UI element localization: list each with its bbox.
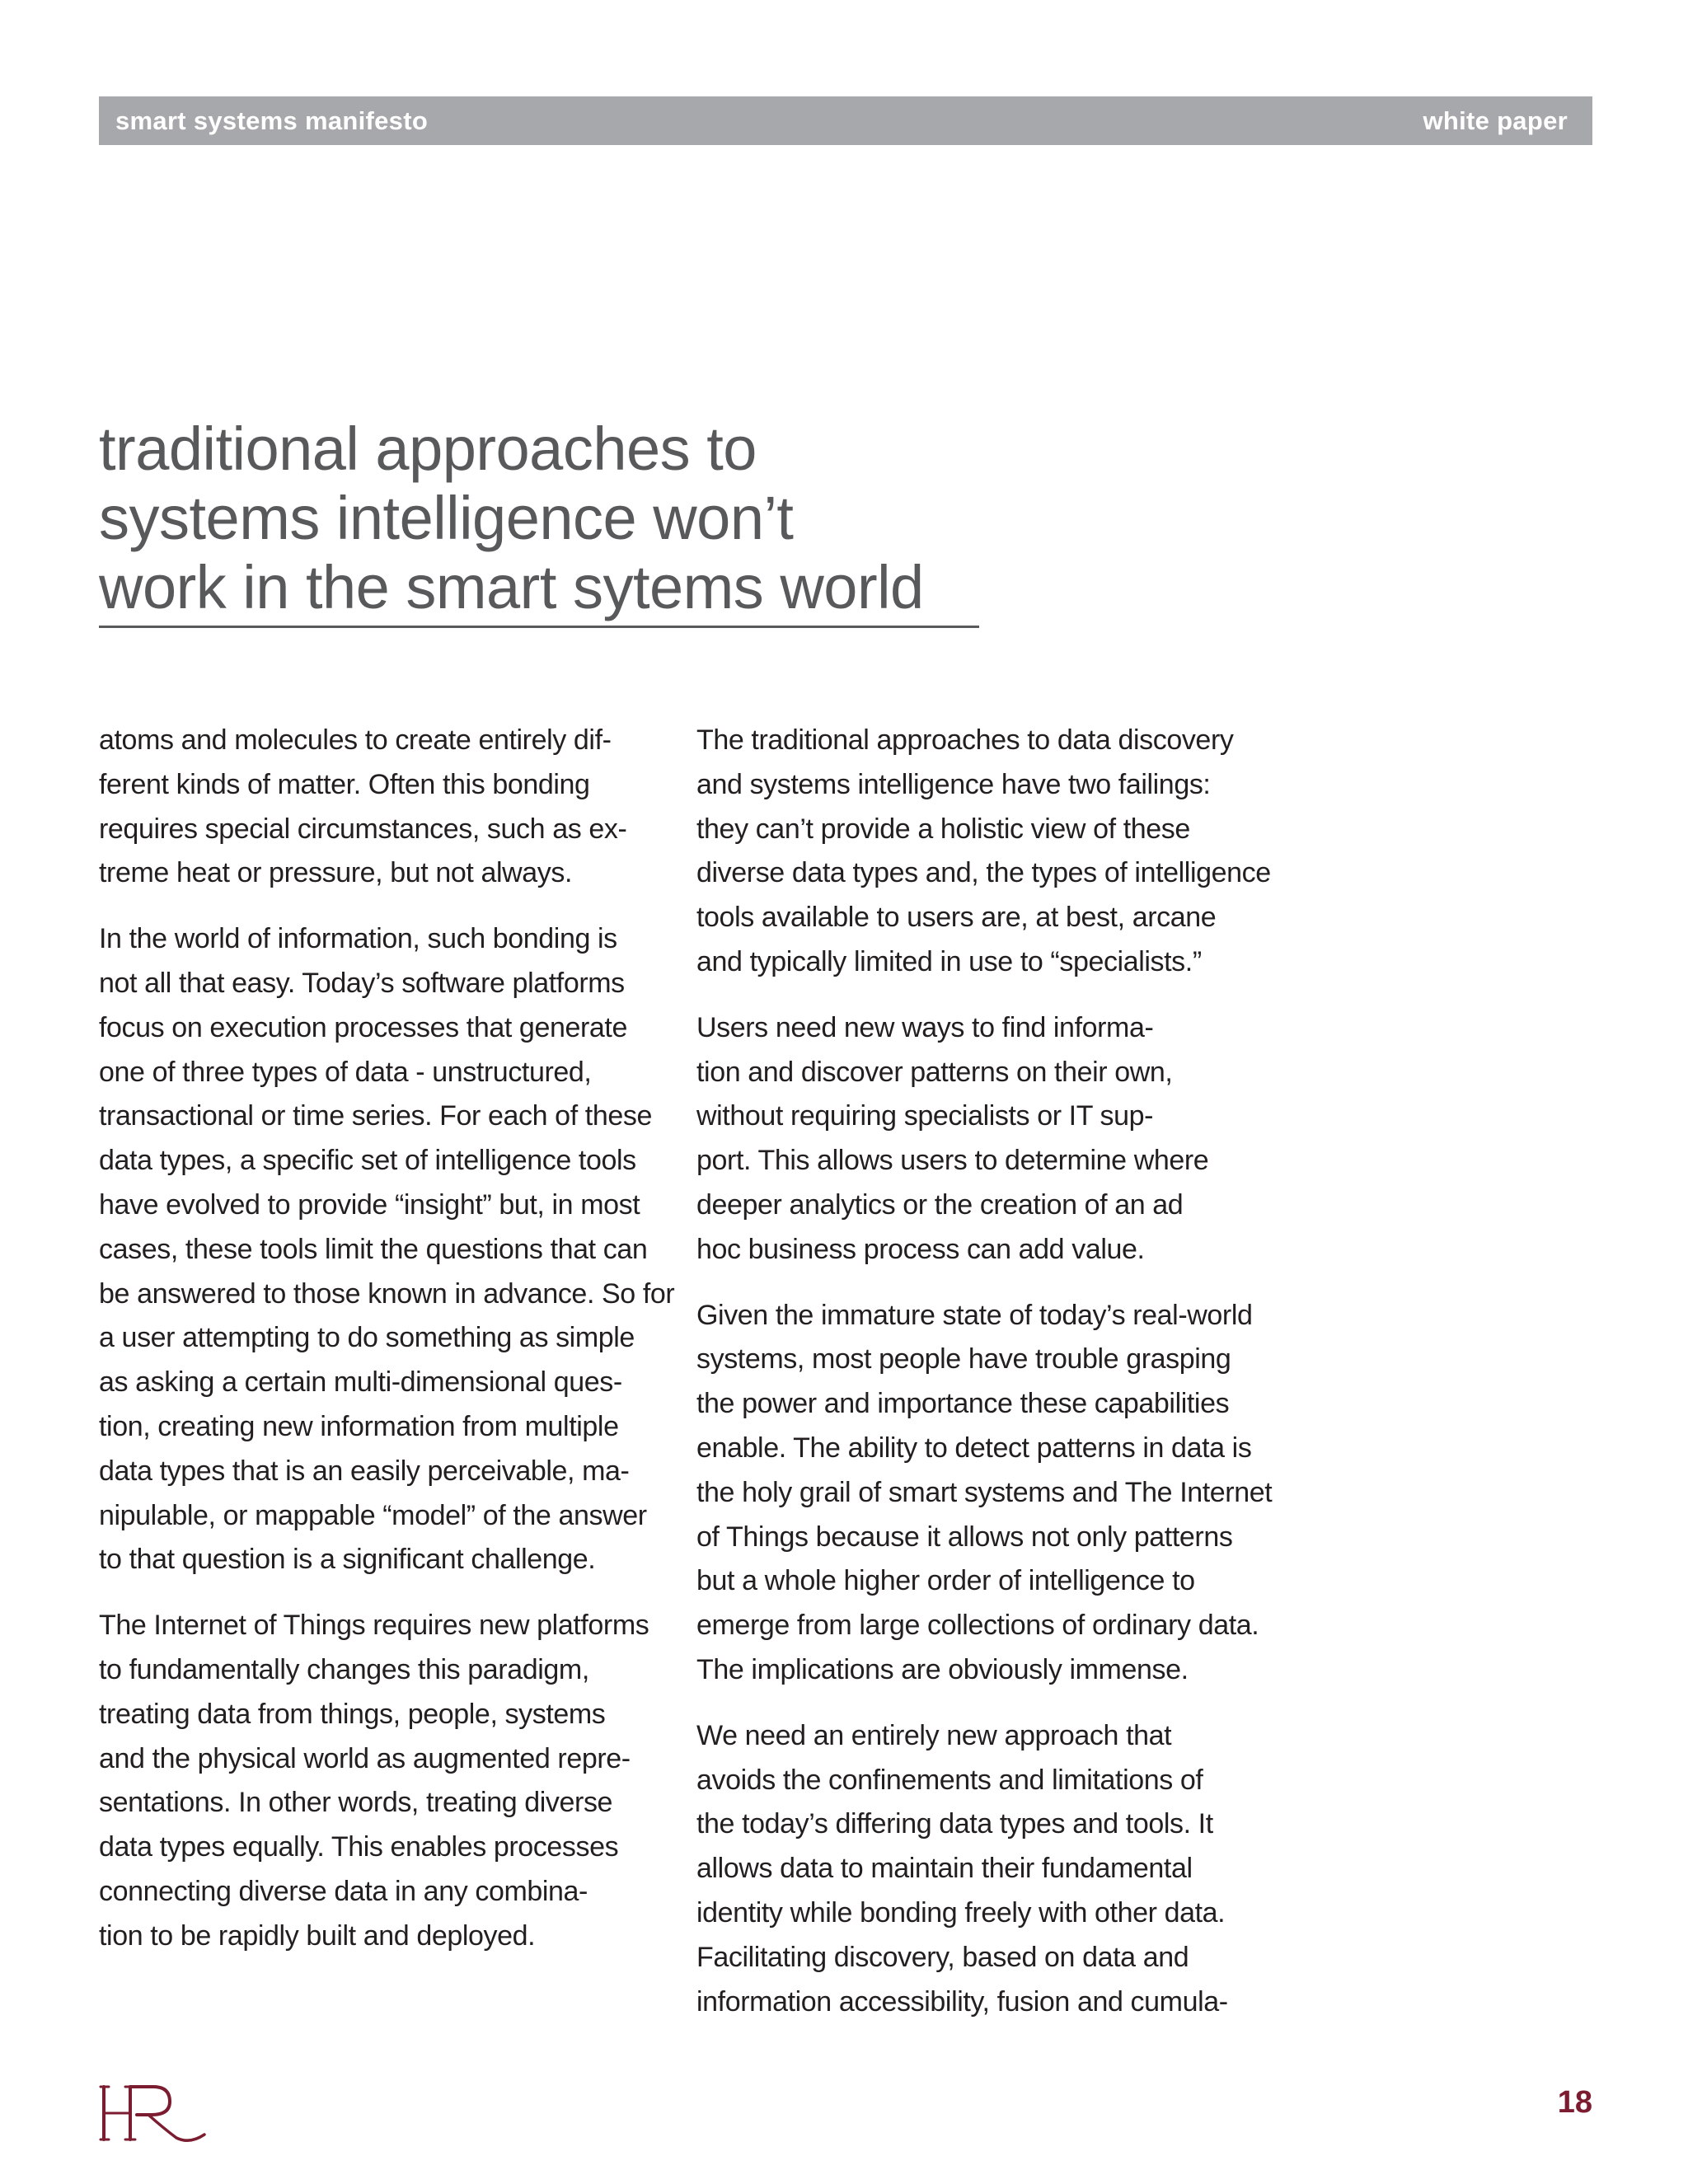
text-line: data types equally. This enables processes [99,1831,619,1863]
text-line: the holy grail of smart systems and The Internet [696,1476,1273,1508]
text-line: information accessibility, fusion and cumula- [696,1985,1228,2018]
text-line: requires special circumstances, such as ex- [99,813,627,845]
paragraph [99,917,676,1582]
text-line: tion and discover patterns on their own, [696,1056,1173,1088]
text-line: treme heat or pressure, but not always. [99,857,573,889]
header-right-label: white paper [1423,105,1568,135]
text-line: have evolved to provide “insight” but, in most [99,1188,640,1221]
paragraph [696,1294,1273,1693]
text-line: enable. The ability to detect patterns in data is [696,1432,1252,1464]
text-line: of Things because it allows not only patterns [696,1521,1233,1553]
text-line: tion, creating new information from multiple [99,1410,619,1442]
text-line: Users need new ways to find informa- [696,1011,1154,1043]
title-line: systems intelligence won’t [99,484,794,552]
section-heading [99,415,979,628]
paragraph [99,719,676,896]
left-column [99,719,676,1980]
text-line: data types that is an easily perceivable, ma- [99,1455,630,1487]
text-line: and the physical world as augmented repre- [99,1742,631,1774]
text-line: tion to be rapidly built and deployed. [99,1919,536,1952]
text-line: sentations. In other words, treating diverse [99,1787,613,1819]
text-line: The traditional approaches to data discovery [696,724,1234,756]
hr-logo [97,2080,213,2146]
text-line: as asking a certain multi-dimensional ques- [99,1366,622,1399]
text-line: to fundamentally changes this paradigm, [99,1653,589,1685]
text-line: a user attempting to do something as simple [99,1322,635,1354]
text-line: We need an entirely new approach that [696,1719,1172,1751]
text-line: atoms and molecules to create entirely dif- [99,724,612,756]
text-line: identity while bonding freely with other data. [696,1896,1226,1929]
text-line: allows data to maintain their fundamental [696,1853,1193,1885]
page-number: 18 [1557,2085,1592,2120]
title-line: work in the smart sytems world [99,553,924,621]
text-line: tools available to users are, at best, arcane [696,902,1217,934]
text-line: the power and importance these capabilities [696,1388,1230,1420]
text-line: one of three types of data - unstructured, [99,1056,592,1088]
text-line: not all that easy. Today’s software platforms [99,967,625,999]
paragraph [696,1006,1273,1272]
text-line: hoc business process can add value. [696,1233,1145,1265]
header-left-label: smart systems manifesto [115,105,429,135]
text-line: treating data from things, people, systems [99,1698,606,1730]
running-header [99,96,1592,145]
text-line: port. This allows users to determine where [696,1145,1209,1177]
text-line: without requiring specialists or IT sup- [696,1100,1154,1132]
paragraph [99,1604,676,1958]
text-line: be answered to those known in advance. So for [99,1277,675,1310]
text-line: systems, most people have trouble grasping [696,1343,1231,1376]
text-line: nipulable, or mappable “model” of the answer [99,1499,647,1531]
paragraph [696,1714,1273,2025]
text-line: diverse data types and, the types of intelligence [696,857,1271,889]
text-line: and systems intelligence have two failings: [696,768,1211,800]
text-line: cases, these tools limit the questions that can [99,1233,648,1265]
right-column [696,719,1273,2046]
text-line: the today’s differing data types and tools. It [696,1808,1213,1840]
text-line: Facilitating discovery, based on data and [696,1941,1189,1973]
text-line: and typically limited in use to “specialists.” [696,945,1202,977]
text-line: The implications are obviously immense. [696,1653,1189,1685]
text-line: deeper analytics or the creation of an ad [696,1188,1184,1221]
text-line: but a whole higher order of intelligence to [696,1565,1195,1597]
text-line: ferent kinds of matter. Often this bonding [99,768,590,800]
text-line: connecting diverse data in any combina- [99,1875,588,1907]
text-line: Given the immature state of today’s real-world [696,1299,1253,1331]
title-line: traditional approaches to [99,415,757,483]
text-line: In the world of information, such bonding is [99,923,617,955]
text-line: The Internet of Things requires new platforms [99,1610,649,1642]
text-line: transactional or time series. For each of these [99,1100,652,1132]
text-line: data types, a specific set of intelligence tools [99,1145,636,1177]
text-line: to that question is a significant challenge. [99,1544,596,1576]
text-line: they can’t provide a holistic view of these [696,813,1190,845]
paragraph [696,719,1273,985]
text-line: emerge from large collections of ordinary data. [696,1610,1259,1642]
section-title [99,415,979,622]
text-line: avoids the confinements and limitations of [696,1764,1203,1796]
text-line: focus on execution processes that generate [99,1011,627,1043]
